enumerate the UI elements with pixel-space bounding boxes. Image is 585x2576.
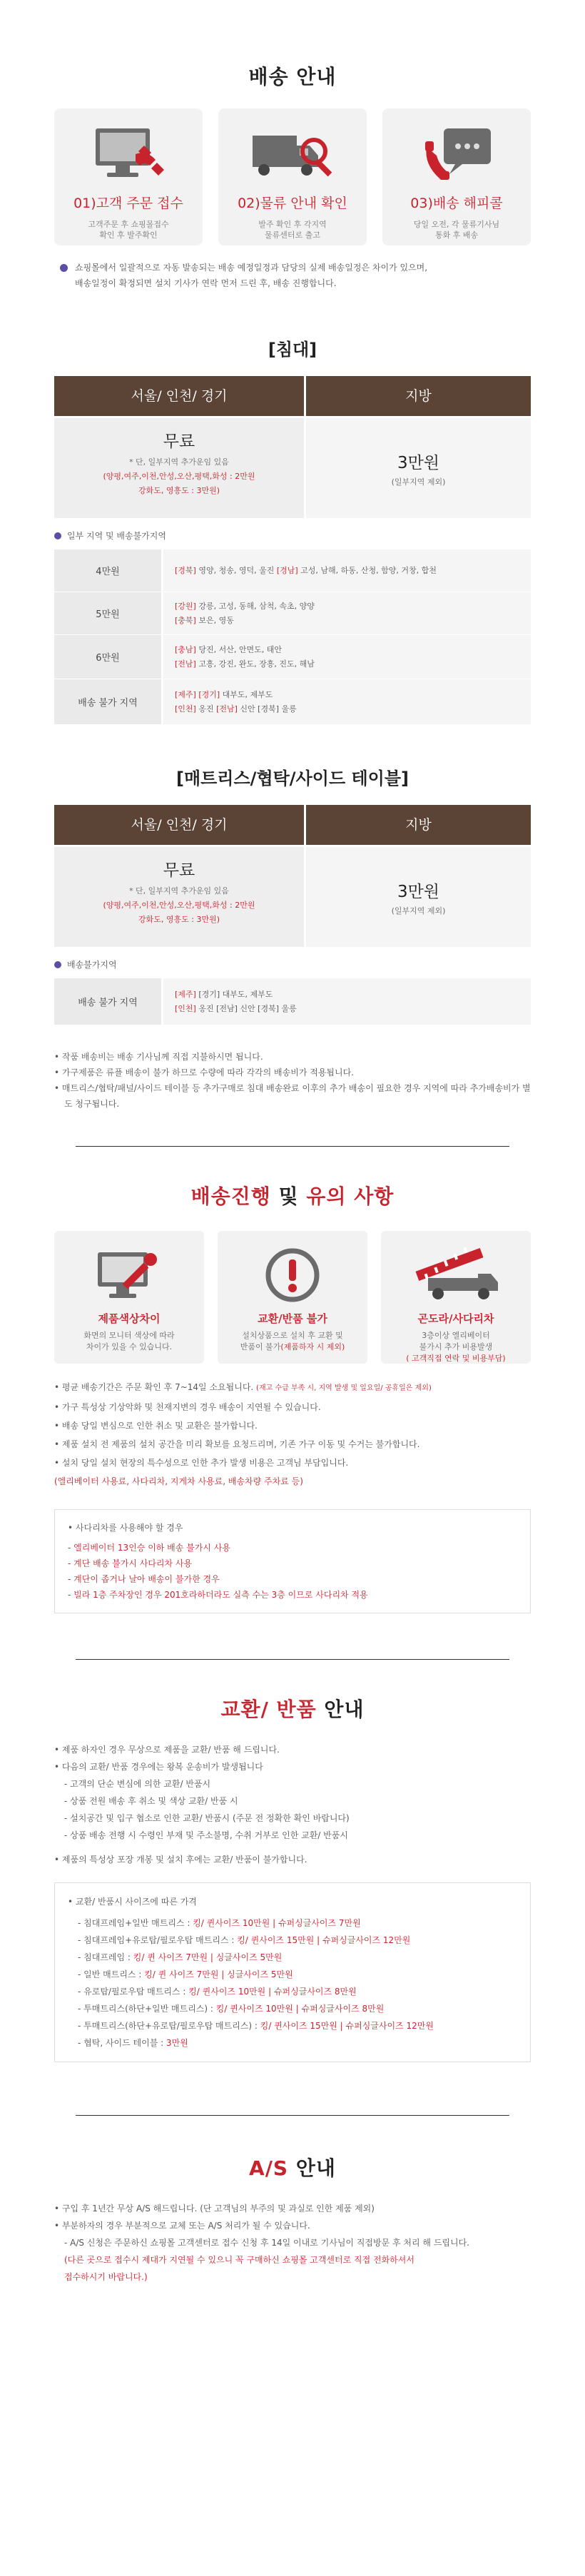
step-happycall <box>382 108 531 245</box>
region-tag: [강원] <box>175 601 196 611</box>
list-item-text: 작품 배송비는 배송 기사님께 직접 지불하시면 됩니다. <box>61 1052 263 1062</box>
table-row <box>54 978 531 1025</box>
as-title-b: 안내 <box>288 2156 336 2180</box>
progress-title <box>54 1181 531 1210</box>
region-tag: [충북] <box>175 615 196 625</box>
progress-title-c: 유의 사항 <box>306 1185 395 1208</box>
table-row <box>54 634 531 679</box>
list-item-text: 제품 하자인 경우 무상으로 제품을 교환/ 반품 해 드립니다. <box>61 1745 280 1755</box>
exchange-bullets <box>54 1741 531 1868</box>
region-tag: [제주] <box>175 989 196 999</box>
row-fee: 6만원 <box>54 635 161 679</box>
list-item: - 고객의 단순 변심에 의한 교환/ 반품시 <box>64 1779 211 1789</box>
list-item-text: 배송 당일 변심으로 인한 취소 및 교환은 불가합니다. <box>61 1421 258 1431</box>
price-box <box>54 1882 531 2062</box>
monitor-dropper-icon <box>54 1242 204 1308</box>
region-list: 당진, 서산, 안면도, 태안 <box>195 644 282 654</box>
bed-list-label-text: 일부 지역 및 배송불가지역 <box>67 531 166 541</box>
region-tag: [인천] <box>175 704 196 714</box>
step-order-desc-1: 고객주문 후 쇼핑몰접수 <box>88 220 169 229</box>
mattress-fee-row <box>54 847 531 947</box>
region-tag: [전남] <box>216 704 238 714</box>
price-row <box>78 2017 517 2034</box>
price-row <box>78 2000 517 2017</box>
price-row <box>78 1949 517 1966</box>
shipping-fee-bullets <box>54 1049 531 1112</box>
price-value: 킹/ 퀸사이즈 10만원 | 슈퍼싱글사이즈 8만원 <box>215 2004 385 2014</box>
list-item: • 배송 당일 변심으로 인한 취소 및 교환은 불가합니다. <box>54 1421 258 1431</box>
list-item: • 가구제품은 류플 배송이 불가 하므로 수량에 따라 각각의 배송비가 적용됩니다. <box>54 1068 354 1077</box>
region-tag: [경남] <box>276 565 298 575</box>
bed-title: [침대] <box>268 340 317 360</box>
card-exchange-title: 교환/반품 불가 <box>258 1312 327 1325</box>
mattress-free-note-2: (양평,여주,이천,안성,오산,평택,화성 : 2만원 <box>103 901 255 910</box>
price-name: - 협탁, 사이드 테이블 : <box>78 2038 166 2048</box>
price-row <box>78 1983 517 2000</box>
region-tag: [경기] <box>198 689 220 699</box>
bed-col-left: 서울/ 인천/ 경기 <box>54 376 304 416</box>
step-logistics-title: 02)물류 안내 확인 <box>238 196 347 211</box>
progress-title-b: 및 <box>270 1185 307 1208</box>
price-value: 킹/ 퀸 사이즈 7만원 | 싱글사이즈 5만원 <box>144 1969 293 1979</box>
list-item-text: 평균 배송기간은 주문 확인 후 7~14일 소요됩니다. <box>61 1382 257 1392</box>
card-exchange <box>218 1231 367 1364</box>
step-order <box>54 108 203 245</box>
list-item: • 설치 당일 설치 현장의 특수성으로 인한 추가 발생 비용은 고객님 부담입니다. <box>54 1458 349 1468</box>
price-name: - 침대프레임 : <box>78 1952 133 1962</box>
mattress-col-left: 서울/ 인천/ 경기 <box>54 805 304 845</box>
card-color-desc-1: 화면의 모니터 색상에 따라 <box>83 1331 175 1340</box>
price-box-title: • 교환/ 반품시 사이즈에 따른 가격 <box>68 1897 197 1907</box>
list-item: - A/S 신청은 주문하신 쇼핑몰 고객센터로 접수 신청 후 14일 이내로 기사님이 직접방문 후 처리 해 드립니다. <box>64 2238 469 2248</box>
bed-fee-row <box>54 418 531 518</box>
list-item-text: 가구제품은 류플 배송이 불가 하므로 수량에 따라 각각의 배송비가 적용됩니다. <box>61 1068 354 1077</box>
mattress-free-note-3: 강화도, 영흥도 : 3만원) <box>138 915 220 924</box>
region-list: 신안 [경북] 울릉 <box>237 704 297 714</box>
shipping-steps <box>54 108 531 245</box>
bed-free-note-1: * 단, 일부지역 추가운임 있음 <box>129 457 229 467</box>
list-item: • 가구 특성상 기상악화 및 천재지변의 경우 배송이 지연될 수 있습니다. <box>54 1402 321 1412</box>
shipping-note-line-2: 배송일정이 확정되면 설치 기사가 연락 먼저 드린 후, 배송 진행합니다. <box>75 278 337 288</box>
mattress-list-label-text: 배송불가지역 <box>67 960 117 970</box>
region-list: 강릉, 고성, 동해, 삼척, 속초, 양양 <box>195 601 315 611</box>
price-row <box>78 1966 517 1983</box>
list-item: • 제품 하자인 경우 무상으로 제품을 교환/ 반품 해 드립니다. <box>54 1745 280 1755</box>
region-list: 옹진 <box>195 704 217 714</box>
list-item: • 부분하자의 경우 부분적으로 교체 또는 A/S 처리가 될 수 있습니다. <box>54 2221 310 2231</box>
price-value: 킹/ 퀸사이즈 10만원 | 슈퍼싱글사이즈 7만원 <box>193 1918 361 1928</box>
price-value: 킹/ 퀸사이즈 15만원 | 슈퍼싱글사이즈 12만원 <box>237 1935 411 1945</box>
price-value: 킹/ 퀸사이즈 15만원 | 슈퍼싱글사이즈 12만원 <box>260 2021 434 2031</box>
price-row <box>78 1932 517 1949</box>
card-ladder-title: 곤도라/사다리차 <box>417 1312 494 1325</box>
region-list: 대부도, 제부도 <box>220 689 273 699</box>
list-item-text: 제품 설치 전 제품의 설치 공간을 미리 확보를 요청드리며, 기존 가구 이동 및 수거는 불가합니다. <box>61 1439 420 1449</box>
list-item: • 구입 후 1년간 무상 A/S 해드립니다. (단 고객님의 부주의 및 과실로 인한 제품 제외) <box>54 2204 375 2214</box>
ladder-truck-icon <box>381 1242 531 1308</box>
monitor-phone-icon <box>54 123 203 188</box>
mattress-region-note: (일부지역 제외) <box>391 906 446 916</box>
bed-free-note-3: 강화도, 영흥도 : 3만원) <box>138 486 220 495</box>
exchange-title <box>54 1694 531 1723</box>
mattress-list-label <box>54 958 531 970</box>
price-name: - 유로탑/필로우탑 매트리스 : <box>78 1987 189 1997</box>
step-happycall-title: 03)배송 해피콜 <box>410 196 503 211</box>
step-order-title: 01)고객 주문 접수 <box>73 196 183 211</box>
list-item-note: (엘리베이터 사용료, 사다리차, 지게차 사용료, 배송차량 주차료 등) <box>54 1476 303 1486</box>
row-fee: 배송 불가 지역 <box>54 679 161 724</box>
list-item: • 다음의 교환/ 반품 경우에는 왕복 운송비가 발생됩니다 <box>54 1762 263 1772</box>
price-row <box>78 1915 517 1932</box>
card-ladder-desc-2: 불가시 추가 비용발생 <box>419 1342 493 1352</box>
region-tag: [경북] <box>175 565 196 575</box>
list-item: - 빌라 1층 주차장인 경우 201호라하더라도 실측 수는 3층 이므로 사다리차 적용 <box>68 1590 368 1600</box>
as-bullets <box>54 2200 531 2286</box>
price-value: 3만원 <box>166 2038 188 2048</box>
list-item-text: 다음의 교환/ 반품 경우에는 왕복 운송비가 발생됩니다 <box>61 1762 263 1772</box>
mattress-region-fee: 3만원 <box>397 882 440 901</box>
mattress-region-table <box>54 978 531 1025</box>
step-logistics-desc-2: 물류센터로 출고 <box>265 230 320 240</box>
list-item: • 평균 배송기간은 주문 확인 후 7~14일 소요됩니다. (재고 수급 부족 시, 지역 발생 및 일요일/ 공휴일은 제외) <box>54 1382 432 1392</box>
step-logistics <box>218 108 367 245</box>
bullet-dot-icon <box>54 532 61 539</box>
shipping-note <box>54 260 531 291</box>
region-tag: [인천] <box>175 1003 196 1013</box>
bed-region-fee: 3만원 <box>397 453 440 472</box>
list-item: - 설치공간 및 입구 협소로 인한 교환/ 반품시 (주문 전 정확한 확인 바랍니다) <box>64 1813 350 1823</box>
list-item: - 상품 배송 전행 시 수령인 부재 및 주소불명, 수취 거부로 인한 교환/ 반품시 <box>64 1830 348 1840</box>
step-happycall-desc-2: 통화 후 배송 <box>434 230 479 240</box>
bullet-dot-icon <box>54 961 61 968</box>
list-item-text: 가구 특성상 기상악화 및 천재지변의 경우 배송이 지연될 수 있습니다. <box>61 1402 321 1412</box>
mattress-free: 무료 <box>163 861 195 880</box>
card-ladder-desc-3: ( 고객직접 연락 및 비용부담) <box>406 1354 506 1363</box>
shipping-title: 배송 안내 <box>248 65 337 88</box>
list-item: - 계단이 좁거나 날아 배송이 불가한 경우 <box>68 1574 220 1584</box>
list-item-text: 매트리스/협탁/패널/사이드 테이블 등 추가구매로 침대 배송완료 이후의 추가 배송이 필요한 경우 지역에 따라 추가배송비가 별도 청구됩니다. <box>61 1083 531 1109</box>
list-item: - 엘리베이터 13인승 이하 배송 불가시 사용 <box>68 1543 230 1553</box>
table-row <box>54 592 531 634</box>
ladder-box <box>54 1509 531 1613</box>
exchange-title-a: 교환/ 반품 <box>220 1698 317 1721</box>
phone-chat-icon <box>382 123 531 188</box>
bed-region-table <box>54 549 531 724</box>
truck-magnifier-icon <box>218 123 367 188</box>
row-fee: 5만원 <box>54 592 161 634</box>
table-row <box>54 549 531 592</box>
price-value: 킹/ 퀸 사이즈 7만원 | 싱글사이즈 5만원 <box>133 1952 283 1962</box>
list-item-text: 제품의 특성상 포장 개봉 및 설치 후에는 교환/ 반품이 불가합니다. <box>61 1855 307 1865</box>
bed-free-note-2: (양평,여주,이천,안성,오산,평택,화성 : 2만원 <box>103 472 255 481</box>
step-logistics-desc-1: 발주 확인 후 각지역 <box>258 220 327 229</box>
caution-cards <box>54 1231 531 1364</box>
price-row <box>78 2034 517 2052</box>
region-list: 보은, 영동 <box>195 615 234 625</box>
card-color <box>54 1231 204 1364</box>
price-box-title-text: 교환/ 반품시 사이즈에 따른 가격 <box>75 1897 197 1907</box>
region-tag: [제주] <box>175 689 196 699</box>
mattress-fee-header <box>54 805 531 845</box>
list-item: • 제품 설치 전 제품의 설치 공간을 미리 확보를 요청드리며, 기존 가구 이동 및 수거는 불가합니다. <box>54 1439 420 1449</box>
mattress-title: [매트리스/협탁/사이드 테이블] <box>176 769 410 788</box>
region-list: 고흥, 강진, 완도, 장흥, 진도, 해남 <box>195 659 315 669</box>
bed-list-label <box>54 529 531 542</box>
region-tag: [충남] <box>175 644 196 654</box>
ladder-box-title: • 사다리차를 사용해야 할 경우 <box>68 1523 183 1533</box>
card-exchange-desc-1: 설치상품으로 설치 후 교환 및 <box>242 1331 343 1340</box>
list-item: (다른 곳으로 접수시 제대가 지연될 수 있으니 꼭 구매하신 쇼핑몰 고객센터로 직접 전화하셔서 <box>64 2255 414 2265</box>
price-name: - 침대프레임+일반 매트리스 : <box>78 1918 193 1928</box>
mattress-free-note-1: * 단, 일부지역 추가운임 있음 <box>129 886 229 896</box>
card-ladder <box>381 1231 531 1364</box>
card-ladder-desc-1: 3층이상 엘리베이터 <box>422 1331 490 1340</box>
price-name: - 투매트리스(하단+유로탑/필로우탑 매트리스) : <box>78 2021 260 2031</box>
card-exchange-desc-2: 반품이 불가 <box>240 1342 281 1352</box>
table-row <box>54 679 531 724</box>
list-item-text: 부분하자의 경우 부분적으로 교체 또는 A/S 처리가 될 수 있습니다. <box>61 2221 310 2231</box>
card-color-desc-2: 차이가 있을 수 있습니다. <box>86 1342 173 1352</box>
list-item: • 매트리스/협탁/패널/사이드 테이블 등 추가구매로 침대 배송완료 이후의 추가 배송이 필요한 경우 지역에 따라 추가배송비가 별도 청구됩니다. <box>54 1083 531 1109</box>
list-item: 접수하시기 바랍니다.) <box>64 2272 148 2282</box>
as-title <box>54 2153 531 2181</box>
region-list: [경기] 대부도, 제부도 <box>195 989 273 999</box>
list-item: - 상품 전원 배송 후 취소 및 색상 교환/ 반품 시 <box>64 1796 238 1806</box>
region-list: 옹진 [전남] 신안 [경북] 울릉 <box>195 1003 297 1013</box>
row-fee: 4만원 <box>54 549 161 592</box>
bullet-dot-icon <box>60 264 68 272</box>
region-list: 영양, 청송, 영덕, 울진 <box>195 565 277 575</box>
mattress-col-right: 지방 <box>306 805 531 845</box>
bed-region-note: (일부지역 제외) <box>391 477 446 487</box>
list-item-text: 설치 당일 설치 현장의 특수성으로 인한 추가 발생 비용은 고객님 부담입니다. <box>61 1458 349 1468</box>
list-item: • 작품 배송비는 배송 기사님께 직접 지불하시면 됩니다. <box>54 1052 263 1062</box>
list-item-note: (재고 수급 부족 시, 지역 발생 및 일요일/ 공휴일은 제외) <box>256 1384 432 1392</box>
card-color-title: 제품색상차이 <box>98 1312 161 1325</box>
list-item: • 제품의 특성상 포장 개봉 및 설치 후에는 교환/ 반품이 불가합니다. <box>54 1855 307 1865</box>
bed-col-right: 지방 <box>306 376 531 416</box>
region-tag: [전남] <box>175 659 196 669</box>
price-value: 킹/ 퀸사이즈 10만원 | 슈퍼싱글사이즈 8만원 <box>188 1987 357 1997</box>
price-name: - 일반 매트리스 : <box>78 1969 145 1979</box>
list-item: - 계단 배송 불가시 사다리차 사용 <box>68 1558 193 1568</box>
list-item-text: 구입 후 1년간 무상 A/S 해드립니다. (단 고객님의 부주의 및 과실로 인한 제품 제외) <box>61 2204 375 2214</box>
exclamation-icon <box>218 1242 367 1308</box>
card-exchange-desc-3: (제품하자 시 제외) <box>280 1342 345 1352</box>
bed-fee-header <box>54 376 531 416</box>
as-title-a: A/S <box>249 2156 289 2180</box>
shipping-note-line-1: 쇼핑몰에서 일괄적으로 자동 발송되는 배송 예정일정과 담당의 실제 배송일정은 차이가 있으며, <box>75 263 428 273</box>
progress-bullets <box>54 1378 531 1491</box>
step-happycall-desc-1: 당일 오전, 각 물류기사님 <box>413 220 500 229</box>
bed-free: 무료 <box>163 432 195 451</box>
exchange-title-b: 안내 <box>316 1698 365 1721</box>
price-name: - 침대프레임+유로탑/필로우탑 매트리스 : <box>78 1935 238 1945</box>
price-name: - 투매트리스(하단+일반 매트리스) : <box>78 2004 216 2014</box>
ladder-box-title-text: 사다리차를 사용해야 할 경우 <box>75 1523 183 1533</box>
region-list: 고성, 남해, 하동, 산청, 함양, 거창, 합천 <box>297 565 437 575</box>
step-order-desc-2: 확인 후 발주확인 <box>99 230 158 240</box>
progress-title-a: 배송진행 <box>190 1185 271 1208</box>
row-fee: 배송 불가 지역 <box>54 978 161 1025</box>
